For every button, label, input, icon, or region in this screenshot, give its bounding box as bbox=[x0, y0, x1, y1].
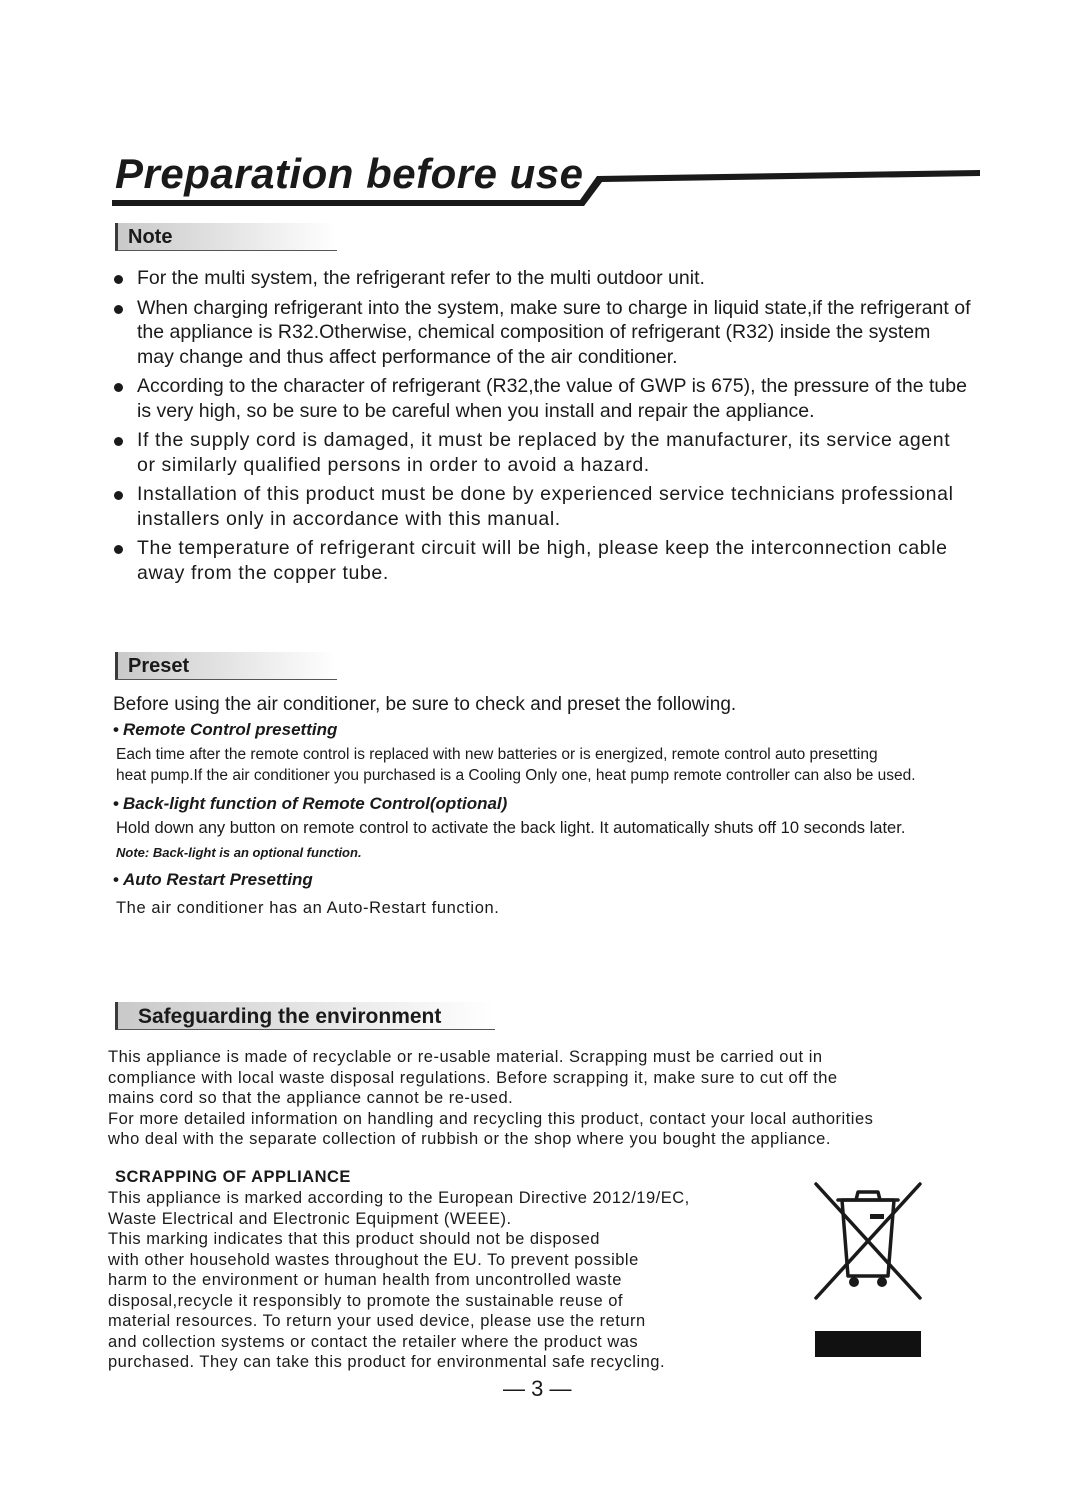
scrapping-line: material resources. To return your used device, please use the return bbox=[108, 1312, 646, 1330]
environment-paragraph bbox=[108, 1047, 988, 1150]
scrapping-line: purchased. They can take this product for environmental safe recycling. bbox=[108, 1353, 666, 1371]
environment-line: For more detailed information on handling and recycling this product, contact your local authorities bbox=[108, 1109, 874, 1128]
remote-control-text-line: heat pump.If the air conditioner you purchased is a Cooling Only one, heat pump remote controller can also be used. bbox=[116, 767, 916, 784]
crossed-out-bin-icon bbox=[812, 1178, 924, 1300]
note-heading: Note bbox=[128, 226, 173, 248]
backlight-function-title: • Back-light function of Remote Control(optional) bbox=[113, 794, 507, 814]
environment-line: This appliance is made of recyclable or re-usable material. Scrapping must be carried out in bbox=[108, 1048, 823, 1066]
page-title: Preparation before use bbox=[115, 150, 584, 197]
scrapping-line: Waste Electrical and Electronic Equipment (WEEE). bbox=[108, 1209, 512, 1228]
scrapping-line: disposal,recycle it responsibly to promote the sustainable reuse of bbox=[108, 1291, 624, 1310]
environment-heading: Safeguarding the environment bbox=[138, 1005, 442, 1028]
preset-intro: Before using the air conditioner, be sure to check and preset the following. bbox=[113, 694, 737, 715]
note-bullet: For the multi system, the refrigerant refer to the multi outdoor unit. bbox=[112, 266, 972, 291]
environment-line: compliance with local waste disposal regulations. Before scrapping it, make sure to cut off the bbox=[108, 1068, 838, 1087]
title-underline bbox=[112, 160, 982, 212]
note-section-header bbox=[115, 223, 337, 251]
auto-restart-text: The air conditioner has an Auto-Restart function. bbox=[116, 899, 500, 917]
environment-section-header bbox=[115, 1002, 495, 1030]
weee-black-bar bbox=[815, 1331, 921, 1357]
note-bullet: Installation of this product must be done by experienced service technicians professional installers only in accordance with this manual. bbox=[112, 482, 972, 531]
preset-heading: Preset bbox=[128, 655, 190, 677]
remote-control-presetting-title: • Remote Control presetting bbox=[113, 720, 337, 740]
scrapping-title: SCRAPPING OF APPLIANCE bbox=[115, 1168, 351, 1186]
scrapping-paragraph bbox=[108, 1188, 788, 1373]
note-bullet: When charging refrigerant into the system, make sure to charge in liquid state,if the refrigerant of the appliance is R32.Otherwise, chemical composition of refrigerant (R32) inside the system may change and thus affect performance of the air conditioner. bbox=[112, 296, 972, 370]
auto-restart-title: • Auto Restart Presetting bbox=[113, 870, 313, 890]
note-bullet: The temperature of refrigerant circuit will be high, please keep the interconnection cable away from the copper tube. bbox=[112, 536, 972, 585]
remote-control-text-line: Each time after the remote control is replaced with new batteries or is energized, remote control auto presetting bbox=[116, 746, 878, 763]
note-bullet: If the supply cord is damaged, it must be replaced by the manufacturer, its service agent or similarly qualified persons in order to avoid a hazard. bbox=[112, 428, 972, 477]
note-bullet: According to the character of refrigerant (R32,the value of GWP is 675), the pressure of the tube is very high, so be sure to be careful when you install and repair the appliance. bbox=[112, 374, 972, 423]
preset-section-header bbox=[115, 652, 337, 680]
scrapping-line: This marking indicates that this product should not be disposed bbox=[108, 1230, 600, 1248]
note-bullet-list bbox=[112, 266, 972, 590]
scrapping-line: and collection systems or contact the retailer where the product was bbox=[108, 1332, 639, 1351]
page-number: — 3 — bbox=[503, 1376, 572, 1401]
environment-line: who deal with the separate collection of rubbish or the shop where you bought the appliance. bbox=[108, 1130, 831, 1148]
scrapping-line: with other household wastes throughout the EU. To prevent possible bbox=[108, 1250, 639, 1269]
backlight-text: Hold down any button on remote control to activate the back light. It automatically shuts off 10 seconds later. bbox=[116, 819, 906, 837]
scrapping-line: This appliance is marked according to the European Directive 2012/19/EC, bbox=[108, 1189, 690, 1207]
environment-line: mains cord so that the appliance cannot be re-used. bbox=[108, 1089, 514, 1107]
scrapping-line: harm to the environment or human health from uncontrolled waste bbox=[108, 1271, 622, 1289]
backlight-note: Note: Back-light is an optional function. bbox=[116, 845, 362, 860]
